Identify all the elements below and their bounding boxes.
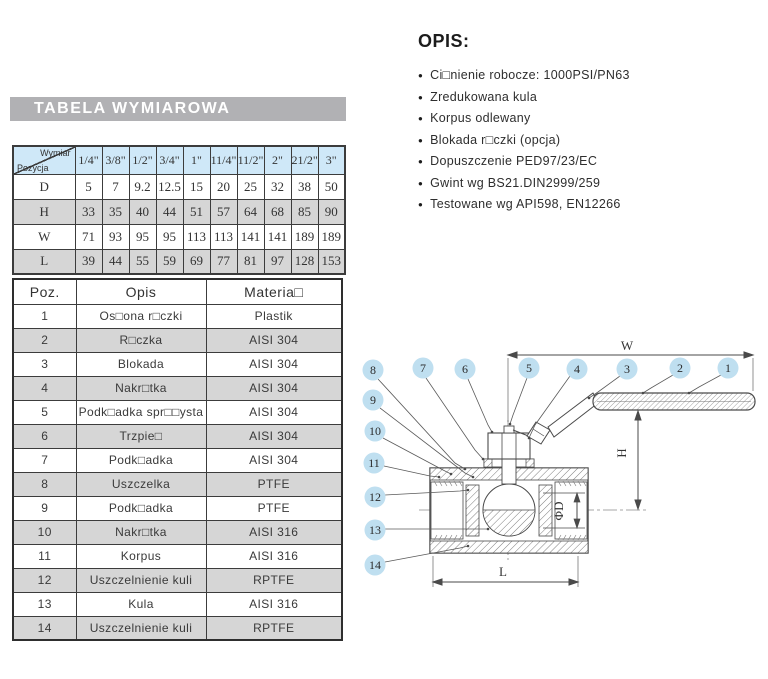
opis-item-text: Testowane wg API598, EN12266 — [430, 197, 621, 211]
part-description-cell: Kula — [76, 592, 206, 616]
dim-value-cell: 44 — [102, 249, 129, 274]
handle-arm — [548, 393, 598, 437]
dim-size-column-header: 21/2" — [291, 146, 318, 174]
callout-number: 7 — [420, 361, 426, 375]
part-material-cell: AISI 304 — [206, 424, 342, 448]
part-description-cell: Os□ona r□czki — [76, 304, 206, 328]
dim-label-w: W — [620, 338, 634, 353]
dim-value-cell: 90 — [318, 199, 345, 224]
dim-value-cell: 153 — [318, 249, 345, 274]
parts-table-row — [13, 448, 342, 472]
part-material-cell: AISI 304 — [206, 400, 342, 424]
dim-value-cell: 9.2 — [129, 174, 156, 199]
part-material-cell: PTFE — [206, 472, 342, 496]
dim-value-cell: 113 — [210, 224, 237, 249]
dim-value-cell: 33 — [75, 199, 102, 224]
dim-l — [433, 556, 578, 587]
opis-item — [418, 108, 758, 130]
part-material-cell: RPTFE — [206, 568, 342, 592]
dim-value-cell: 189 — [291, 224, 318, 249]
parts-table-row — [13, 592, 342, 616]
part-material-cell: AISI 304 — [206, 376, 342, 400]
part-description-cell: Uszczelka — [76, 472, 206, 496]
callout-number: 9 — [370, 393, 376, 407]
dimension-table-header-row — [13, 146, 345, 174]
dim-value-cell: 85 — [291, 199, 318, 224]
dim-value-cell: 12.5 — [156, 174, 183, 199]
callout-number: 8 — [370, 363, 376, 377]
part-material-cell: AISI 316 — [206, 520, 342, 544]
callout-number: 5 — [526, 361, 532, 375]
bullet-icon: ● — [418, 71, 424, 80]
dim-value-cell: 35 — [102, 199, 129, 224]
callout-number: 13 — [369, 523, 381, 537]
opis-item — [418, 151, 758, 173]
dim-value-cell: 25 — [237, 174, 264, 199]
callout-number: 2 — [677, 361, 683, 375]
dim-size-column-header: 3/8" — [102, 146, 129, 174]
part-number-cell: 13 — [13, 592, 76, 616]
dim-value-cell: 81 — [237, 249, 264, 274]
dim-label-d: ΦD — [551, 501, 566, 521]
dim-label-l: L — [499, 564, 507, 579]
bullet-icon: ● — [418, 157, 424, 166]
dim-value-cell: 69 — [183, 249, 210, 274]
part-material-cell: AISI 316 — [206, 592, 342, 616]
callout-number: 12 — [369, 490, 381, 504]
part-material-cell: RPTFE — [206, 616, 342, 640]
part-number-cell: 8 — [13, 472, 76, 496]
dim-value-cell: 39 — [75, 249, 102, 274]
dim-size-column-header: 11/4" — [210, 146, 237, 174]
part-description-cell: Blokada — [76, 352, 206, 376]
parts-table-row — [13, 304, 342, 328]
opis-bullet-list — [418, 65, 758, 216]
dim-value-cell: 141 — [264, 224, 291, 249]
dim-size-column-header: 3/4" — [156, 146, 183, 174]
dim-table-row — [13, 174, 345, 199]
dim-value-cell: 64 — [237, 199, 264, 224]
part-number-cell: 11 — [13, 544, 76, 568]
bullet-icon: ● — [418, 200, 424, 209]
part-material-cell: AISI 304 — [206, 352, 342, 376]
part-number-cell: 4 — [13, 376, 76, 400]
parts-table-row — [13, 352, 342, 376]
part-number-cell: 9 — [13, 496, 76, 520]
part-number-cell: 1 — [13, 304, 76, 328]
dim-value-cell: 59 — [156, 249, 183, 274]
handle — [513, 393, 755, 444]
dim-value-cell: 55 — [129, 249, 156, 274]
bullet-icon: ● — [418, 92, 424, 102]
callout-number: 4 — [574, 362, 580, 376]
dim-value-cell: 5 — [75, 174, 102, 199]
dim-row-label: W — [13, 224, 75, 249]
dim-size-column-header: 3" — [318, 146, 345, 174]
dim-row-label: H — [13, 199, 75, 224]
part-description-cell: Uszczelnienie kuli — [76, 568, 206, 592]
parts-header-material: Materia□ — [206, 279, 342, 304]
part-number-cell: 12 — [13, 568, 76, 592]
parts-table-row — [13, 424, 342, 448]
parts-table-row — [13, 520, 342, 544]
part-description-cell: Podk□adka — [76, 448, 206, 472]
dim-value-cell: 50 — [318, 174, 345, 199]
valve-cross-section-drawing — [355, 330, 768, 679]
parts-header-poz: Poz. — [13, 279, 76, 304]
part-material-cell: AISI 304 — [206, 328, 342, 352]
callout-number: 11 — [368, 456, 380, 470]
bullet-icon: ● — [418, 114, 424, 123]
part-number-cell: 2 — [13, 328, 76, 352]
dim-size-column-header: 11/2" — [237, 146, 264, 174]
opis-item — [418, 173, 758, 195]
dim-label-h: H — [614, 448, 629, 458]
dim-value-cell: 93 — [102, 224, 129, 249]
stem — [502, 456, 516, 484]
part-description-cell: Podk□adka spr□□ysta — [76, 400, 206, 424]
dim-size-column-header: 2" — [264, 146, 291, 174]
part-description-cell: Nakr□tka — [76, 520, 206, 544]
dim-value-cell: 57 — [210, 199, 237, 224]
dim-value-cell: 15 — [183, 174, 210, 199]
parts-table-row — [13, 496, 342, 520]
part-material-cell: PTFE — [206, 496, 342, 520]
opis-item — [418, 194, 758, 216]
dim-value-cell: 77 — [210, 249, 237, 274]
bullet-icon: ● — [418, 135, 424, 145]
parts-table-header-row — [13, 279, 342, 304]
part-number-cell: 5 — [13, 400, 76, 424]
dim-value-cell: 95 — [156, 224, 183, 249]
part-number-cell: 10 — [13, 520, 76, 544]
dim-row-label: L — [13, 249, 75, 274]
dim-size-column-header: 1/2" — [129, 146, 156, 174]
part-number-cell: 3 — [13, 352, 76, 376]
callout-number: 1 — [725, 361, 731, 375]
callout-number: 10 — [369, 424, 381, 438]
part-material-cell: AISI 304 — [206, 448, 342, 472]
dim-value-cell: 189 — [318, 224, 345, 249]
dim-value-cell: 20 — [210, 174, 237, 199]
opis-item — [418, 87, 758, 109]
opis-title: OPIS: — [418, 31, 470, 51]
dim-row-label: D — [13, 174, 75, 199]
dimension-table-corner-cell — [13, 146, 75, 174]
dim-size-column-header: 1/4" — [75, 146, 102, 174]
part-number-cell: 7 — [13, 448, 76, 472]
opis-item — [418, 130, 758, 152]
dim-value-cell: 7 — [102, 174, 129, 199]
parts-table-row — [13, 472, 342, 496]
callout-number: 3 — [624, 362, 630, 376]
part-description-cell: Trzpie□ — [76, 424, 206, 448]
dim-value-cell: 113 — [183, 224, 210, 249]
bullet-icon: ● — [418, 178, 424, 188]
corner-label-pozycja: Pozycja — [17, 162, 49, 173]
dim-table-row — [13, 199, 345, 224]
dim-value-cell: 38 — [291, 174, 318, 199]
dim-value-cell: 71 — [75, 224, 102, 249]
dimension-table — [12, 145, 346, 275]
dim-table-row — [13, 249, 345, 274]
opis-item-text: Dopuszczenie PED97/23/EC — [430, 154, 598, 168]
opis-item-text: Gwint wg BS21.DIN2999/259 — [430, 175, 601, 190]
callout-number: 14 — [369, 558, 381, 572]
opis-section — [418, 31, 758, 216]
opis-item-text: Ci□nienie robocze: 1000PSI/PN63 — [430, 68, 630, 82]
parts-table-row — [13, 544, 342, 568]
dim-value-cell: 51 — [183, 199, 210, 224]
opis-item — [418, 65, 758, 87]
part-description-cell: Nakr□tka — [76, 376, 206, 400]
corner-label-wymiar: Wymiar — [40, 148, 71, 158]
callout-number: 6 — [462, 362, 468, 376]
parts-table — [12, 278, 343, 641]
opis-item-text: Korpus odlewany — [430, 111, 531, 125]
parts-header-opis: Opis — [76, 279, 206, 304]
part-number-cell: 14 — [13, 616, 76, 640]
dim-size-column-header: 1" — [183, 146, 210, 174]
dim-value-cell: 141 — [237, 224, 264, 249]
ball — [483, 484, 535, 536]
dim-value-cell: 128 — [291, 249, 318, 274]
dim-table-row — [13, 224, 345, 249]
section-title-banner: TABELA WYMIAROWA — [10, 97, 346, 121]
dim-value-cell: 40 — [129, 199, 156, 224]
parts-table-row — [13, 616, 342, 640]
opis-item-text: Zredukowana kula — [430, 89, 538, 104]
part-number-cell: 6 — [13, 424, 76, 448]
part-material-cell: AISI 316 — [206, 544, 342, 568]
part-description-cell: Podk□adka — [76, 496, 206, 520]
dim-value-cell: 68 — [264, 199, 291, 224]
stem-top-nut — [504, 426, 514, 433]
part-description-cell: Korpus — [76, 544, 206, 568]
gland-nut — [488, 433, 530, 459]
dim-value-cell: 95 — [129, 224, 156, 249]
parts-table-row — [13, 568, 342, 592]
part-description-cell: Uszczelnienie kuli — [76, 616, 206, 640]
dim-value-cell: 97 — [264, 249, 291, 274]
parts-table-row — [13, 400, 342, 424]
part-description-cell: R□czka — [76, 328, 206, 352]
dim-value-cell: 32 — [264, 174, 291, 199]
parts-table-row — [13, 376, 342, 400]
seat-left — [466, 485, 479, 536]
parts-table-row — [13, 328, 342, 352]
part-material-cell: Plastik — [206, 304, 342, 328]
dim-value-cell: 44 — [156, 199, 183, 224]
dim-h — [614, 411, 641, 509]
opis-item-text: Blokada r□czki (opcja) — [430, 132, 561, 147]
